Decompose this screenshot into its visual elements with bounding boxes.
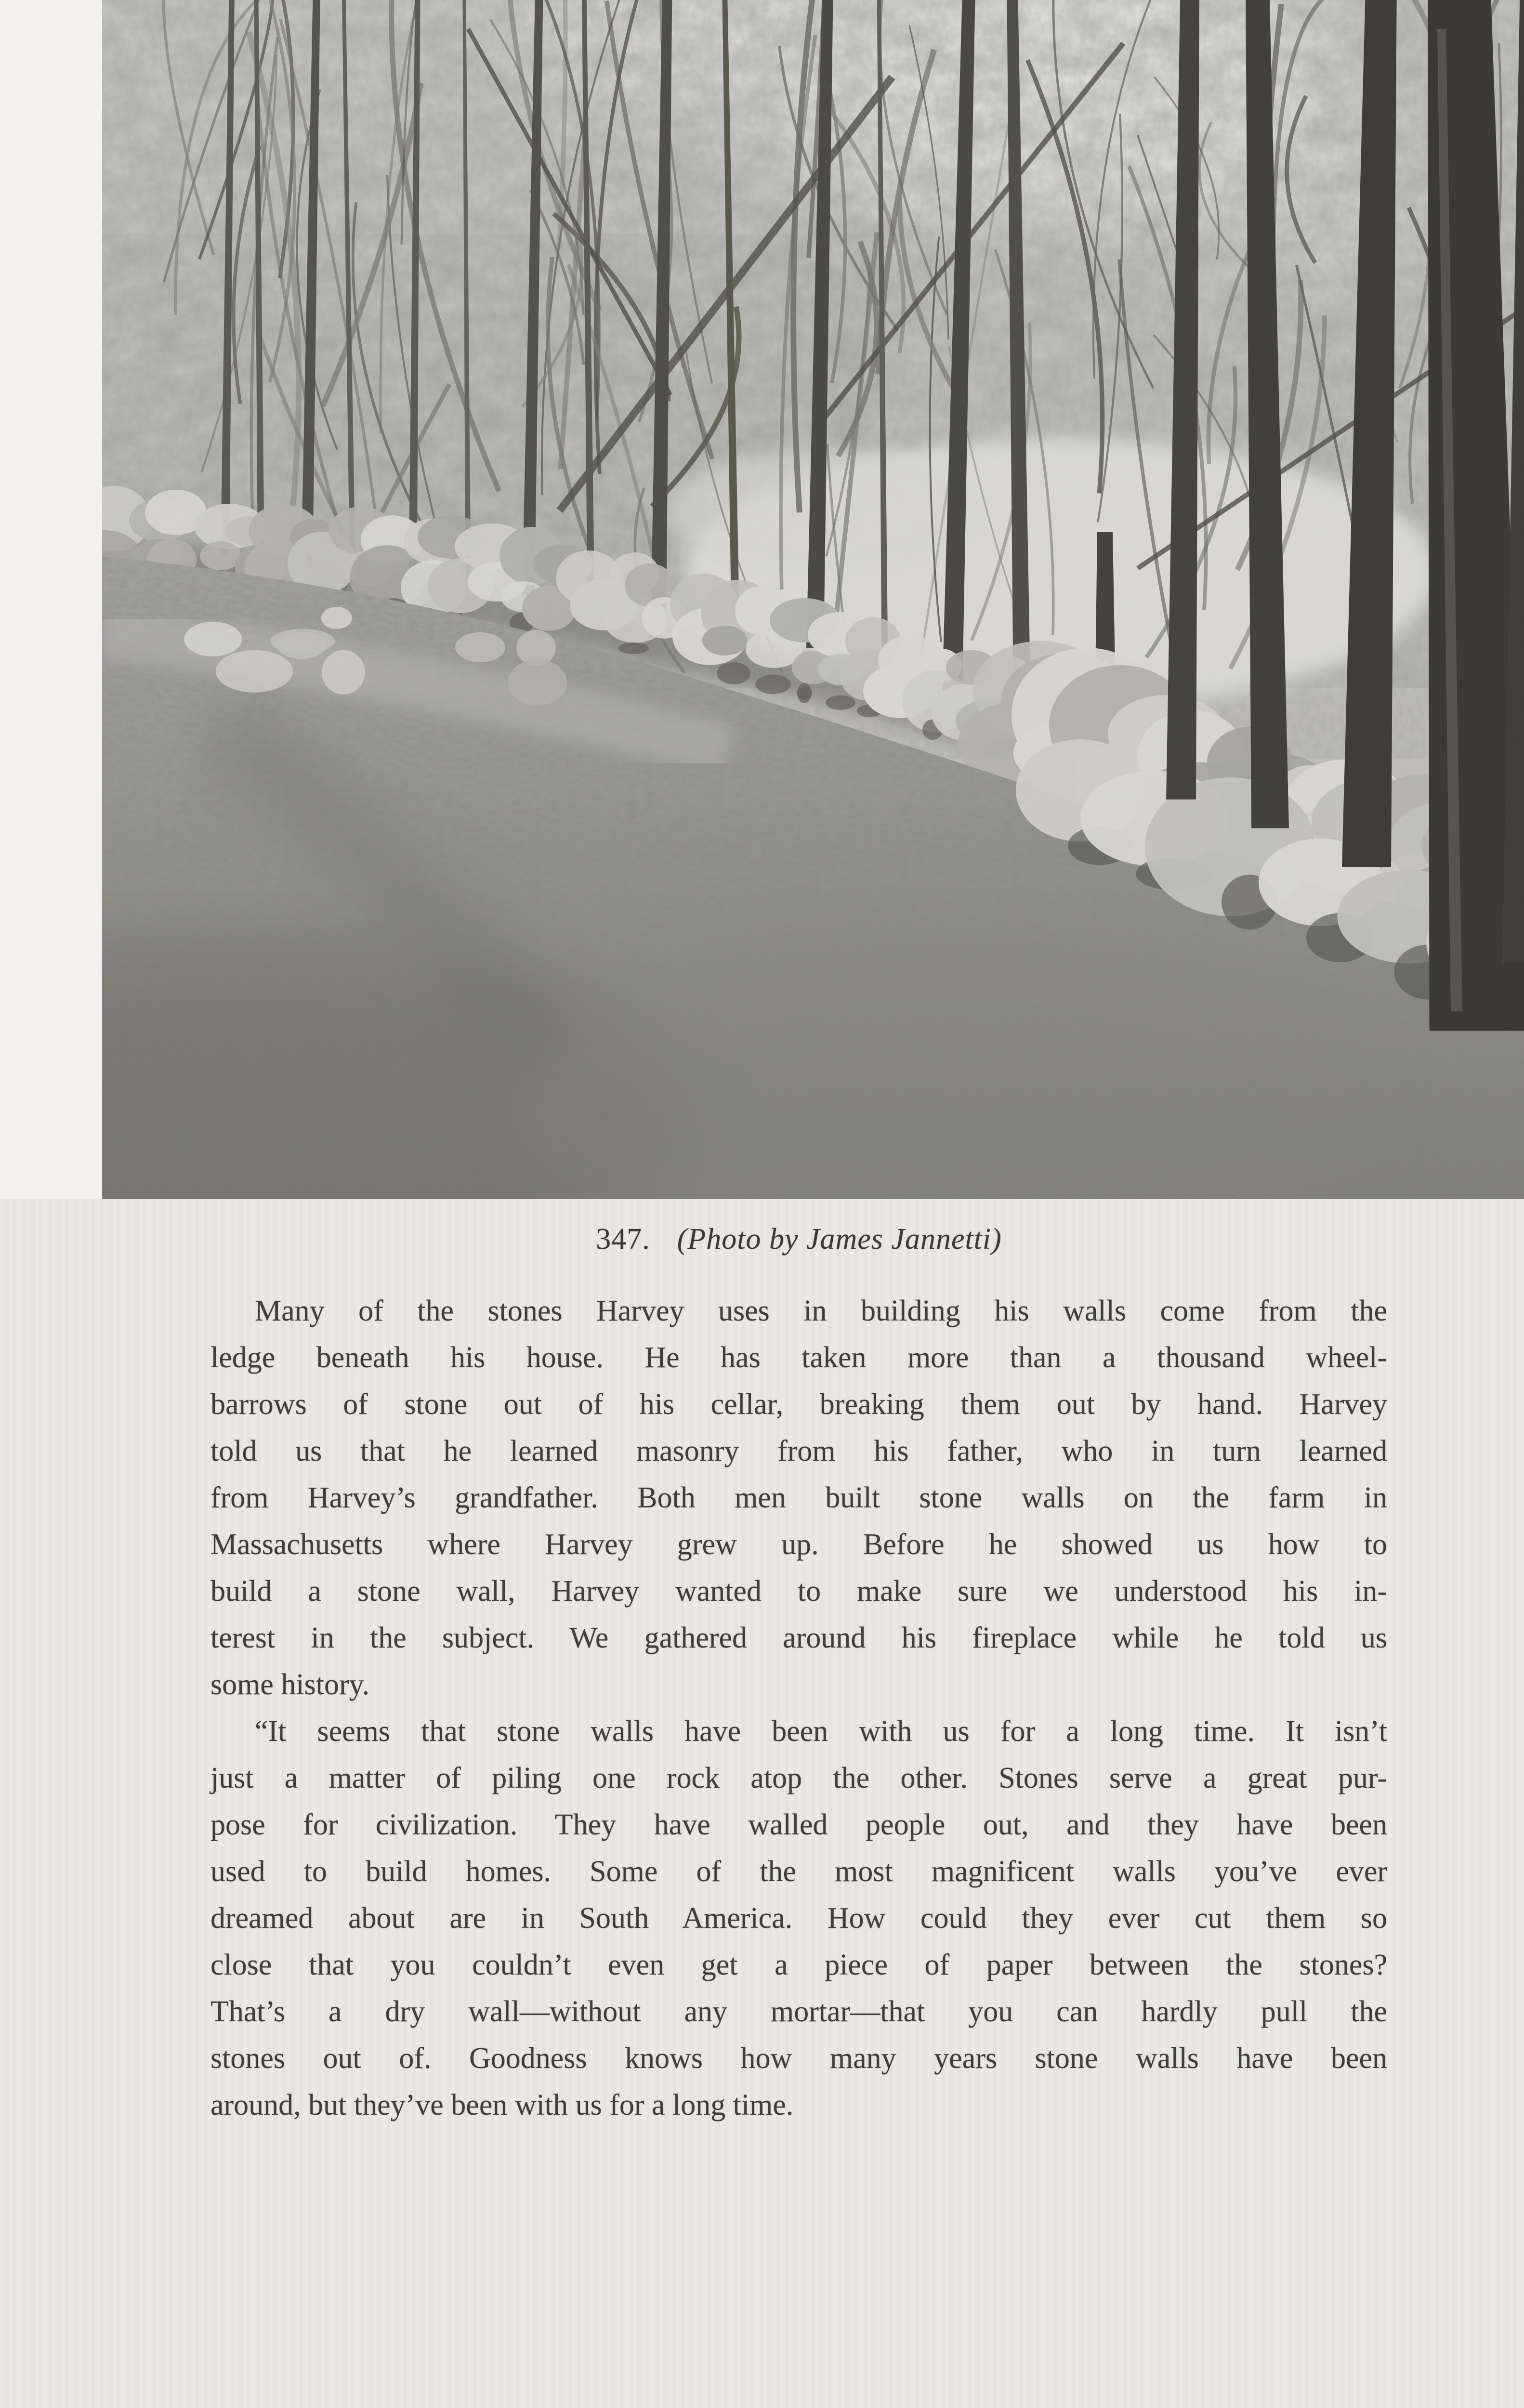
stone-wall-photo	[102, 0, 1524, 1199]
text-line: from Harvey’s grandfather. Both men built stone walls on the farm in	[210, 1481, 1387, 1514]
text-line: terest in the subject. We gathered around his fireplace while he told us	[210, 1622, 1387, 1654]
text-line: some history.	[210, 1668, 370, 1701]
text-line: build a stone wall, Harvey wanted to make sure we understood his in-	[210, 1575, 1387, 1608]
text-line: ledge beneath his house. He has taken more than a thousand wheel-	[210, 1341, 1387, 1374]
text-line: stones out of. Goodness knows how many years stone walls have been	[210, 2042, 1387, 2075]
text-line: Massachusetts where Harvey grew up. Before he showed us how to	[210, 1528, 1387, 1561]
figure-caption-number: 347.	[596, 1223, 650, 1256]
text-line: just a matter of piling one rock atop the other. Stones serve a great pur-	[210, 1762, 1387, 1794]
text-line: barrows of stone out of his cellar, breaking them out by hand. Harvey	[210, 1388, 1387, 1421]
stone-wall-photo-figure	[102, 0, 1524, 1199]
paragraph-2	[210, 1708, 1387, 2129]
paragraph-1	[210, 1288, 1387, 1708]
text-line: told us that he learned masonry from his father, who in turn learned	[210, 1435, 1387, 1467]
text-line: “It seems that stone walls have been with us for a long time. It isn’t	[255, 1715, 1387, 1748]
text-line: pose for civilization. They have walled people out, and they have been	[210, 1808, 1387, 1841]
text-line: around, but they’ve been with us for a long time.	[210, 2089, 794, 2121]
text-line: dreamed about are in South America. How could they ever cut them so	[210, 1902, 1387, 1935]
photo-grain	[102, 0, 1524, 1199]
text-line: used to build homes. Some of the most magnificent walls you’ve ever	[210, 1855, 1387, 1888]
text-line: Many of the stones Harvey uses in building his walls come from the	[255, 1295, 1387, 1327]
page-left-margin	[0, 0, 102, 1199]
text-line: close that you couldn’t even get a piece of paper between the stones?	[210, 1949, 1387, 1981]
figure-caption	[210, 1222, 1387, 1256]
text-line: That’s a dry wall—without any mortar—that you can hardly pull the	[210, 1995, 1387, 2028]
body-text	[210, 1288, 1387, 2129]
figure-caption-credit: (Photo by James Jannetti)	[677, 1223, 1002, 1256]
